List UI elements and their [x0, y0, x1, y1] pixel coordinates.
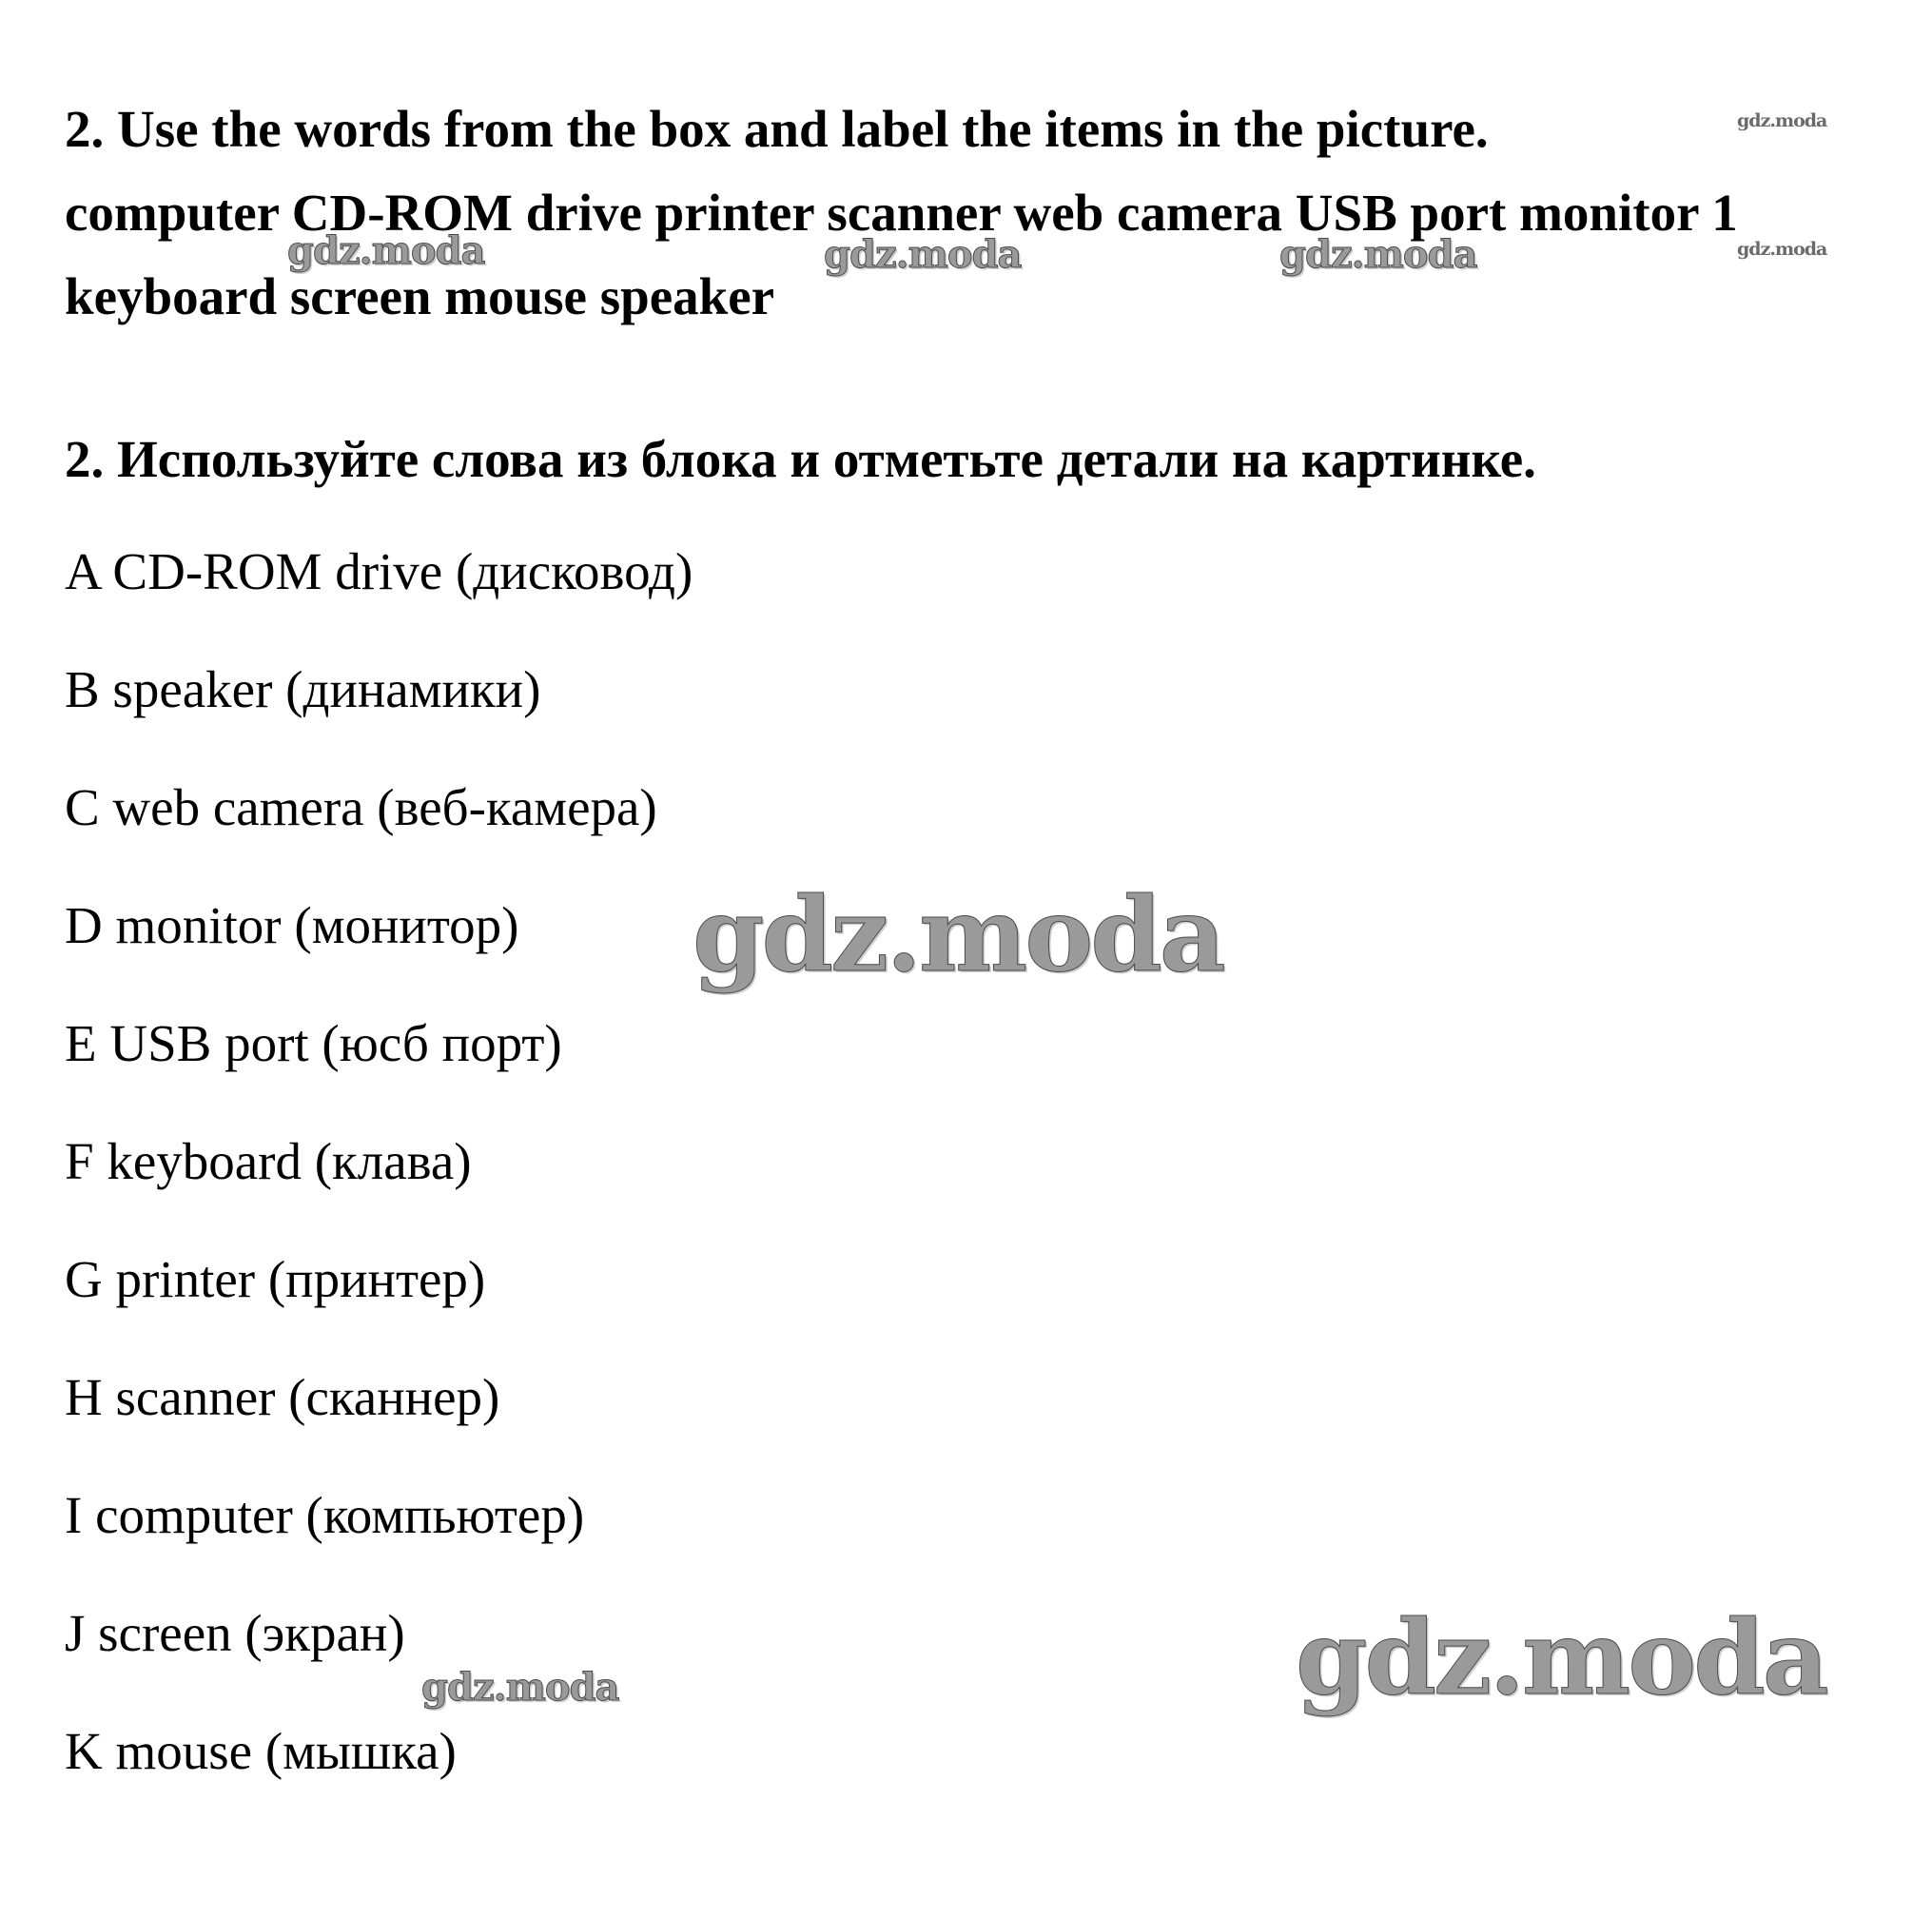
- watermark: gdz.moda: [1737, 239, 1827, 260]
- watermark: gdz.moda: [1737, 110, 1827, 131]
- watermark: gdz.moda: [1296, 1598, 1826, 1718]
- answer-item-k: K mouse (мышка): [65, 1722, 457, 1780]
- answer-item-d: D monitor (монитор): [65, 896, 519, 954]
- answer-item-h: H scanner (сканнер): [65, 1368, 500, 1426]
- task-heading-ru: 2. Используйте слова из блока и отметьте детали на картинке.: [65, 430, 1536, 488]
- answer-item-a: A CD-ROM drive (дисковод): [65, 542, 693, 600]
- answer-item-e: E USB port (юсб порт): [65, 1014, 562, 1072]
- watermark: gdz.moda: [421, 1665, 619, 1710]
- answer-item-g: G printer (принтер): [65, 1250, 486, 1308]
- watermark: gdz.moda: [287, 228, 485, 273]
- answer-item-i: I computer (компьютер): [65, 1486, 585, 1544]
- task-heading-en: 2. Use the words from the box and label the items in the picture.: [65, 100, 1489, 158]
- watermark: gdz.moda: [824, 232, 1022, 277]
- answer-item-c: C web camera (веб-камера): [65, 778, 657, 836]
- task-english: [65, 88, 1872, 339]
- word-box-line-2: keyboard screen mouse speaker: [65, 267, 775, 325]
- answer-list: [65, 538, 693, 1836]
- word-box-line-1: computer CD-ROM drive printer scanner web camera USB port monitor 1: [65, 184, 1738, 242]
- answer-item-j: J screen (экран): [65, 1604, 405, 1662]
- watermark: gdz.moda: [693, 875, 1223, 995]
- answer-item-f: F keyboard (клава): [65, 1132, 472, 1190]
- watermark: gdz.moda: [1279, 232, 1477, 277]
- answer-item-b: B speaker (динамики): [65, 660, 541, 718]
